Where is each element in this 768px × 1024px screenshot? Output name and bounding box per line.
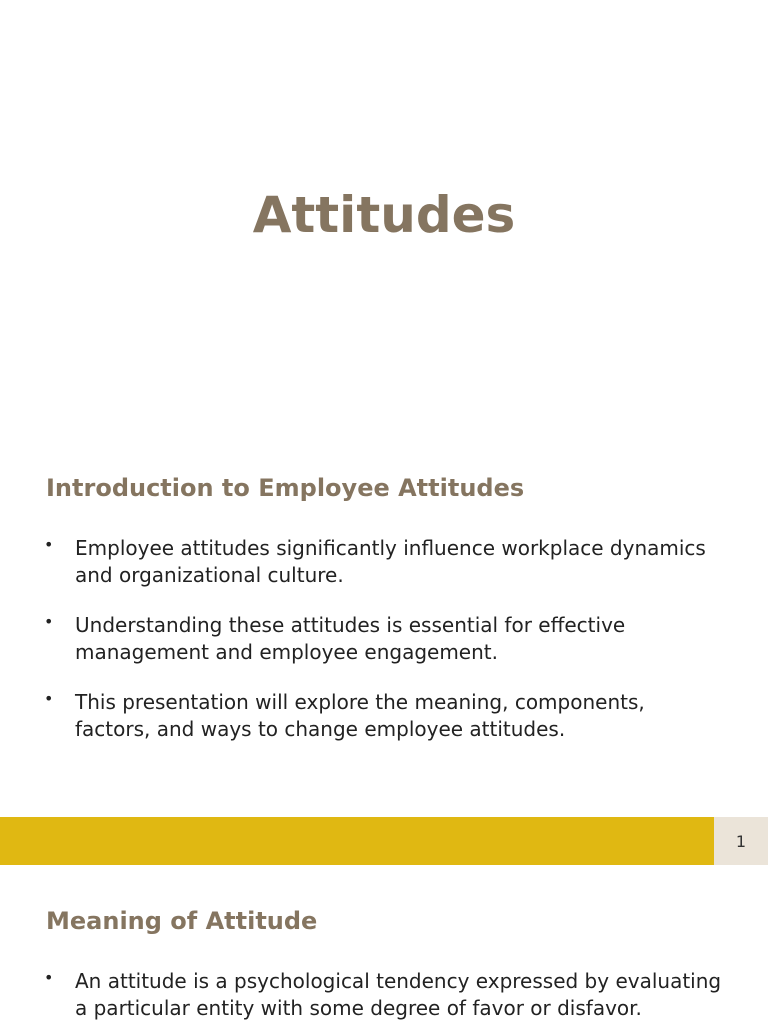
bullet-text: An attitude is a psychological tendency expressed by evaluating a particular entity with some degree of favor or disfavor. (75, 969, 722, 1020)
bullet-dot-icon: • (44, 689, 54, 708)
section-heading-meaning: Meaning of Attitude (46, 907, 318, 935)
page-number: 1 (714, 817, 768, 865)
slide-title: Attitudes (252, 186, 516, 244)
bullet-text: Employee attitudes significantly influence workplace dynamics and organizational culture. (75, 536, 706, 587)
section-heading-introduction: Introduction to Employee Attitudes (46, 474, 525, 502)
list-item (44, 612, 724, 665)
bullet-dot-icon: • (44, 535, 54, 554)
bullet-text: This presentation will explore the meaning, components, factors, and ways to change employee attitudes. (75, 690, 645, 741)
meaning-bullet-list (44, 968, 724, 1024)
footer-accent-bar (0, 817, 714, 865)
introduction-bullet-list (44, 535, 724, 766)
bullet-text: Understanding these attitudes is essential for effective management and employee engagement. (75, 613, 626, 664)
list-item (44, 968, 724, 1021)
bullet-dot-icon: • (44, 968, 54, 987)
bullet-dot-icon: • (44, 612, 54, 631)
list-item (44, 535, 724, 588)
list-item (44, 689, 724, 742)
